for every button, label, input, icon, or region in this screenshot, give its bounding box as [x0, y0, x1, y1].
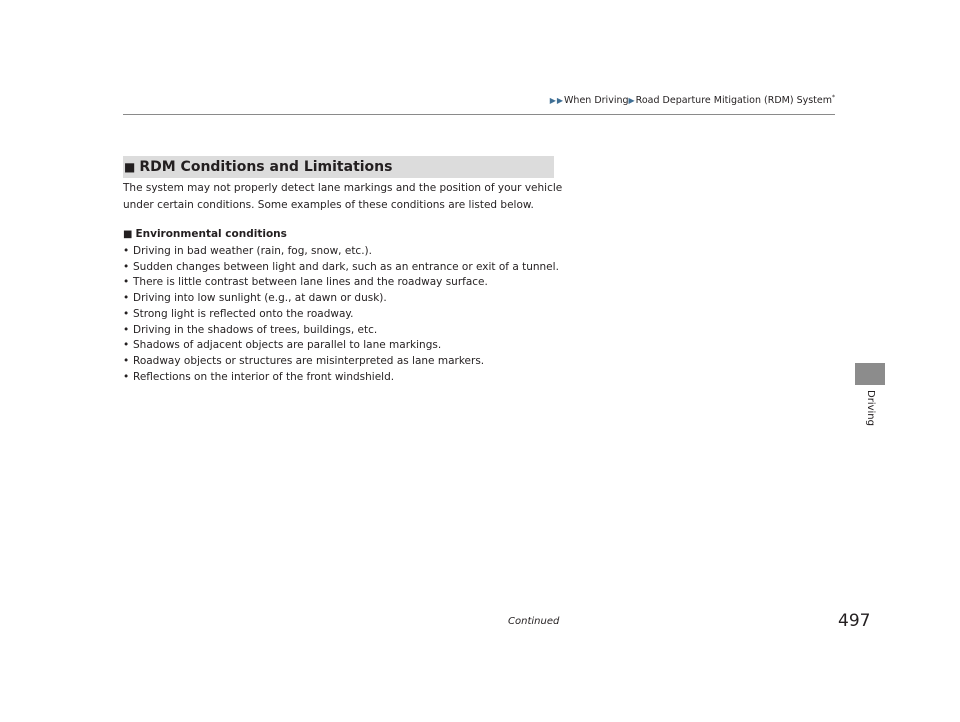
- list-item-text: There is little contrast between lane lines and the roadway surface.: [133, 276, 488, 289]
- section-title: RDM Conditions and Limitations: [139, 159, 393, 175]
- list-item-text: Driving in bad weather (rain, fog, snow, etc.).: [133, 245, 372, 257]
- triangle-right-icon: ▶: [556, 96, 564, 105]
- bullet-dot-icon: •: [123, 292, 130, 305]
- conditions-list: [123, 244, 583, 385]
- bullet-dot-icon: •: [123, 370, 130, 383]
- list-item-text: Driving into low sunlight (e.g., at dawn or dusk).: [133, 292, 387, 305]
- header-divider: [123, 114, 835, 115]
- list-item: [123, 323, 583, 339]
- bullet-dot-icon: •: [123, 354, 130, 367]
- square-bullet-icon: ■: [123, 229, 133, 240]
- subsection-heading: [123, 228, 287, 240]
- square-bullet-icon: ■: [124, 160, 136, 174]
- bullet-dot-icon: •: [123, 307, 130, 320]
- list-item: [123, 291, 583, 307]
- bullet-dot-icon: •: [123, 260, 130, 273]
- subsection-title: Environmental conditions: [135, 228, 287, 240]
- list-item-text: Sudden changes between light and dark, such as an entrance or exit of a tunnel.: [133, 260, 559, 273]
- list-item: [123, 244, 583, 260]
- triangle-right-icon: ▶: [549, 96, 556, 105]
- optional-equipment-mark: *: [832, 93, 835, 101]
- chapter-tab[interactable]: [855, 363, 885, 385]
- list-item-text: Roadway objects or structures are misinterpreted as lane markers.: [133, 354, 485, 367]
- list-item: [123, 307, 583, 323]
- breadcrumb: [0, 95, 835, 106]
- list-item-text: Driving in the shadows of trees, buildings, etc.: [133, 323, 378, 336]
- breadcrumb-item-when-driving[interactable]: When Driving: [564, 95, 629, 106]
- triangle-right-icon: ▶: [628, 96, 635, 105]
- bullet-dot-icon: •: [123, 245, 130, 257]
- chapter-tab-label: Driving: [865, 390, 876, 426]
- list-item: [123, 354, 583, 370]
- list-item-text: Strong light is reflected onto the roadway.: [133, 307, 354, 320]
- list-item: [123, 260, 583, 276]
- list-item-text: Reflections on the interior of the front windshield.: [133, 370, 395, 383]
- list-item: [123, 370, 583, 386]
- continued-label: Continued: [508, 616, 560, 627]
- list-item-text: Shadows of adjacent objects are parallel to lane markings.: [133, 339, 442, 352]
- list-item: [123, 275, 583, 291]
- section-heading: [123, 156, 554, 178]
- page-number: 497: [838, 611, 871, 631]
- bullet-dot-icon: •: [123, 323, 130, 336]
- breadcrumb-item-rdm-system[interactable]: Road Departure Mitigation (RDM) System: [635, 95, 832, 106]
- bullet-dot-icon: •: [123, 339, 130, 352]
- list-item: [123, 338, 583, 354]
- intro-paragraph: The system may not properly detect lane markings and the position of your vehicle under certain conditions. Some examples of these conditions are listed below.: [123, 182, 563, 211]
- bullet-dot-icon: •: [123, 276, 130, 289]
